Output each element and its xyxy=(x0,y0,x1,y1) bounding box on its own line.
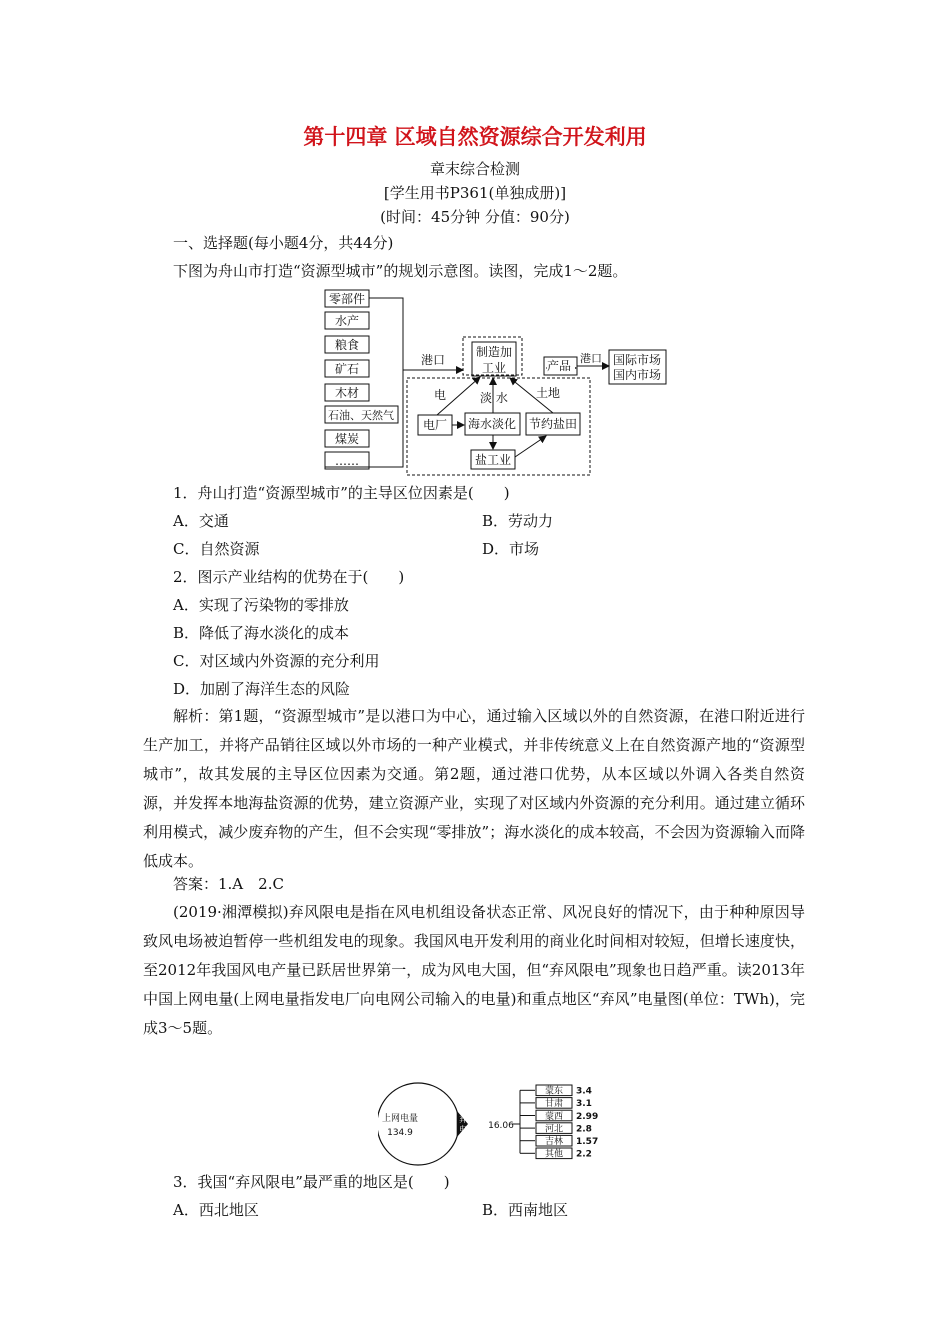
analysis-paragraph: 解析：第1题，“资源型城市”是以港口为中心，通过输入区域以外的自然资源，在港口附近进行生产加工，并将产品销往区域以外市场的一种产业模式，并非传统意义上在自然资源产地的“资源型城市”，故其发展的主导区位因素为交通。第2题，通过港口优势，从本区域以外调入各类自然资源，并发挥本地海盐资源的优势，建立资源产业，实现了对区域内外资源的充分利用。通过建立循环利用模式，减少废弃物的产生，但不会实现“零排放”；海水淡化的成本较高，不会因为资源输入而降低成本。 xyxy=(143,707,805,870)
curtail-slice-label-1: 弃风 xyxy=(459,1115,475,1124)
grid-electricity-slice xyxy=(378,1083,459,1165)
manufacturing-label-2: 工业 xyxy=(481,361,507,375)
breakdown-list xyxy=(512,1085,598,1160)
manufacturing-label-1: 制造加 xyxy=(475,345,513,359)
q2-option-d: D．加剧了海洋生态的风险 xyxy=(173,680,351,698)
q1-stem: 1．舟山打造“资源型城市”的主导区位因素是( ) xyxy=(173,484,510,502)
market-label-2: 国内市场 xyxy=(612,368,662,382)
breakdown-value-label: 1.57 xyxy=(576,1137,599,1147)
breakdown-value-label: 3.4 xyxy=(576,1086,592,1097)
curtail-slice-value: 16.06 xyxy=(488,1121,514,1131)
q1-option-a: A．交通 xyxy=(173,512,229,530)
q3-option-b: B．西南地区 xyxy=(482,1201,569,1219)
time-score: (时间：45分钟 分值：90分) xyxy=(380,208,570,226)
breakdown-value-label: 2.99 xyxy=(576,1111,599,1122)
q2-option-a: A．实现了污染物的零排放 xyxy=(173,596,349,614)
grid-slice-label: 上网电量 xyxy=(381,1114,419,1124)
q1-option-b: B．劳动力 xyxy=(482,512,554,530)
salt-industry-label: 盐工业 xyxy=(474,453,512,467)
section-subtitle: 章末综合检测 xyxy=(429,160,520,178)
breakdown-region-label: 蒙西 xyxy=(544,1111,564,1122)
input-label-2: 粮食 xyxy=(334,338,360,352)
breakdown-region-label: 河北 xyxy=(544,1124,564,1135)
input-label-0: 零部件 xyxy=(328,292,366,306)
breakdown-value-label: 2.2 xyxy=(576,1149,592,1160)
input-label-1: 水产 xyxy=(334,314,360,328)
input-list xyxy=(325,290,398,469)
breakdown-value-label: 3.1 xyxy=(576,1099,592,1110)
question-intro: 下图为舟山市打造“资源型城市”的规划示意图。读图，完成1～2题。 xyxy=(173,262,628,280)
electricity-label: 电 xyxy=(434,388,447,402)
input-label-3: 矿石 xyxy=(334,362,360,376)
market-label-1: 国际市场 xyxy=(612,353,662,367)
breakdown-region-label: 其他 xyxy=(544,1149,564,1160)
breakdown-value-label: 2.8 xyxy=(576,1124,592,1135)
q3-option-a: A．西北地区 xyxy=(173,1201,259,1219)
q1-option-d: D．市场 xyxy=(482,540,540,558)
desalination-label: 海水淡化 xyxy=(467,417,517,431)
q2-option-b: B．降低了海水淡化的成本 xyxy=(173,624,350,642)
input-label-6: 煤炭 xyxy=(334,432,360,446)
input-label-7: …… xyxy=(335,454,359,468)
chapter-title: 第十四章 区域自然资源综合开发利用 xyxy=(303,125,647,149)
resource-city-diagram xyxy=(300,284,680,476)
salt-field-label: 节约盐田 xyxy=(528,417,578,431)
q2-stem: 2．图示产业结构的优势在于( ) xyxy=(173,568,405,586)
breakdown-region-label: 吉林 xyxy=(544,1137,564,1147)
q1-option-c: C．自然资源 xyxy=(173,540,260,558)
power-plant-label: 电厂 xyxy=(422,418,448,432)
input-label-4: 木材 xyxy=(334,386,360,400)
input-label-5: 石油、天然气 xyxy=(328,409,394,422)
curtail-slice-label-2: 电量 xyxy=(459,1125,475,1134)
answer-line: 答案：1.A 2.C xyxy=(173,875,284,893)
port-label-right: 港口 xyxy=(580,352,602,365)
q2-option-c: C．对区域内外资源的充分利用 xyxy=(173,652,380,670)
book-reference: [学生用书P361(单独成册)] xyxy=(383,184,567,202)
section-heading: 一、选择题(每小题4分，共44分) xyxy=(173,234,394,252)
fresh-water-label: 淡 水 xyxy=(480,391,508,405)
product-label: 产品 xyxy=(547,359,572,373)
port-label-left: 港口 xyxy=(421,353,446,367)
q3-stem: 3．我国“弃风限电”最严重的地区是( ) xyxy=(173,1173,450,1191)
breakdown-region-label: 蒙东 xyxy=(544,1086,564,1097)
land-label: 土地 xyxy=(536,386,561,400)
passage-paragraph: (2019·湘潭模拟)弃风限电是指在风电机组设备状态正常、风况良好的情况下，由于种种原因导致风电场被迫暂停一些机组发电的现象。我国风电开发利用的商业化时间相对较短，但增长速度快，至2012年我国风电产量已跃居世界第一，成为风电大国，但“弃风限电”现象也日趋严重。读2013年中国上网电量(上网电量指发电厂向电网公司输入的电量)和重点地区“弃风”电量图(单位：TWh)，完成3～5题。 xyxy=(143,903,805,1037)
breakdown-region-label: 甘肃 xyxy=(544,1099,564,1110)
grid-slice-value: 134.9 xyxy=(387,1128,413,1138)
wind-curtailment-chart xyxy=(378,1081,610,1169)
